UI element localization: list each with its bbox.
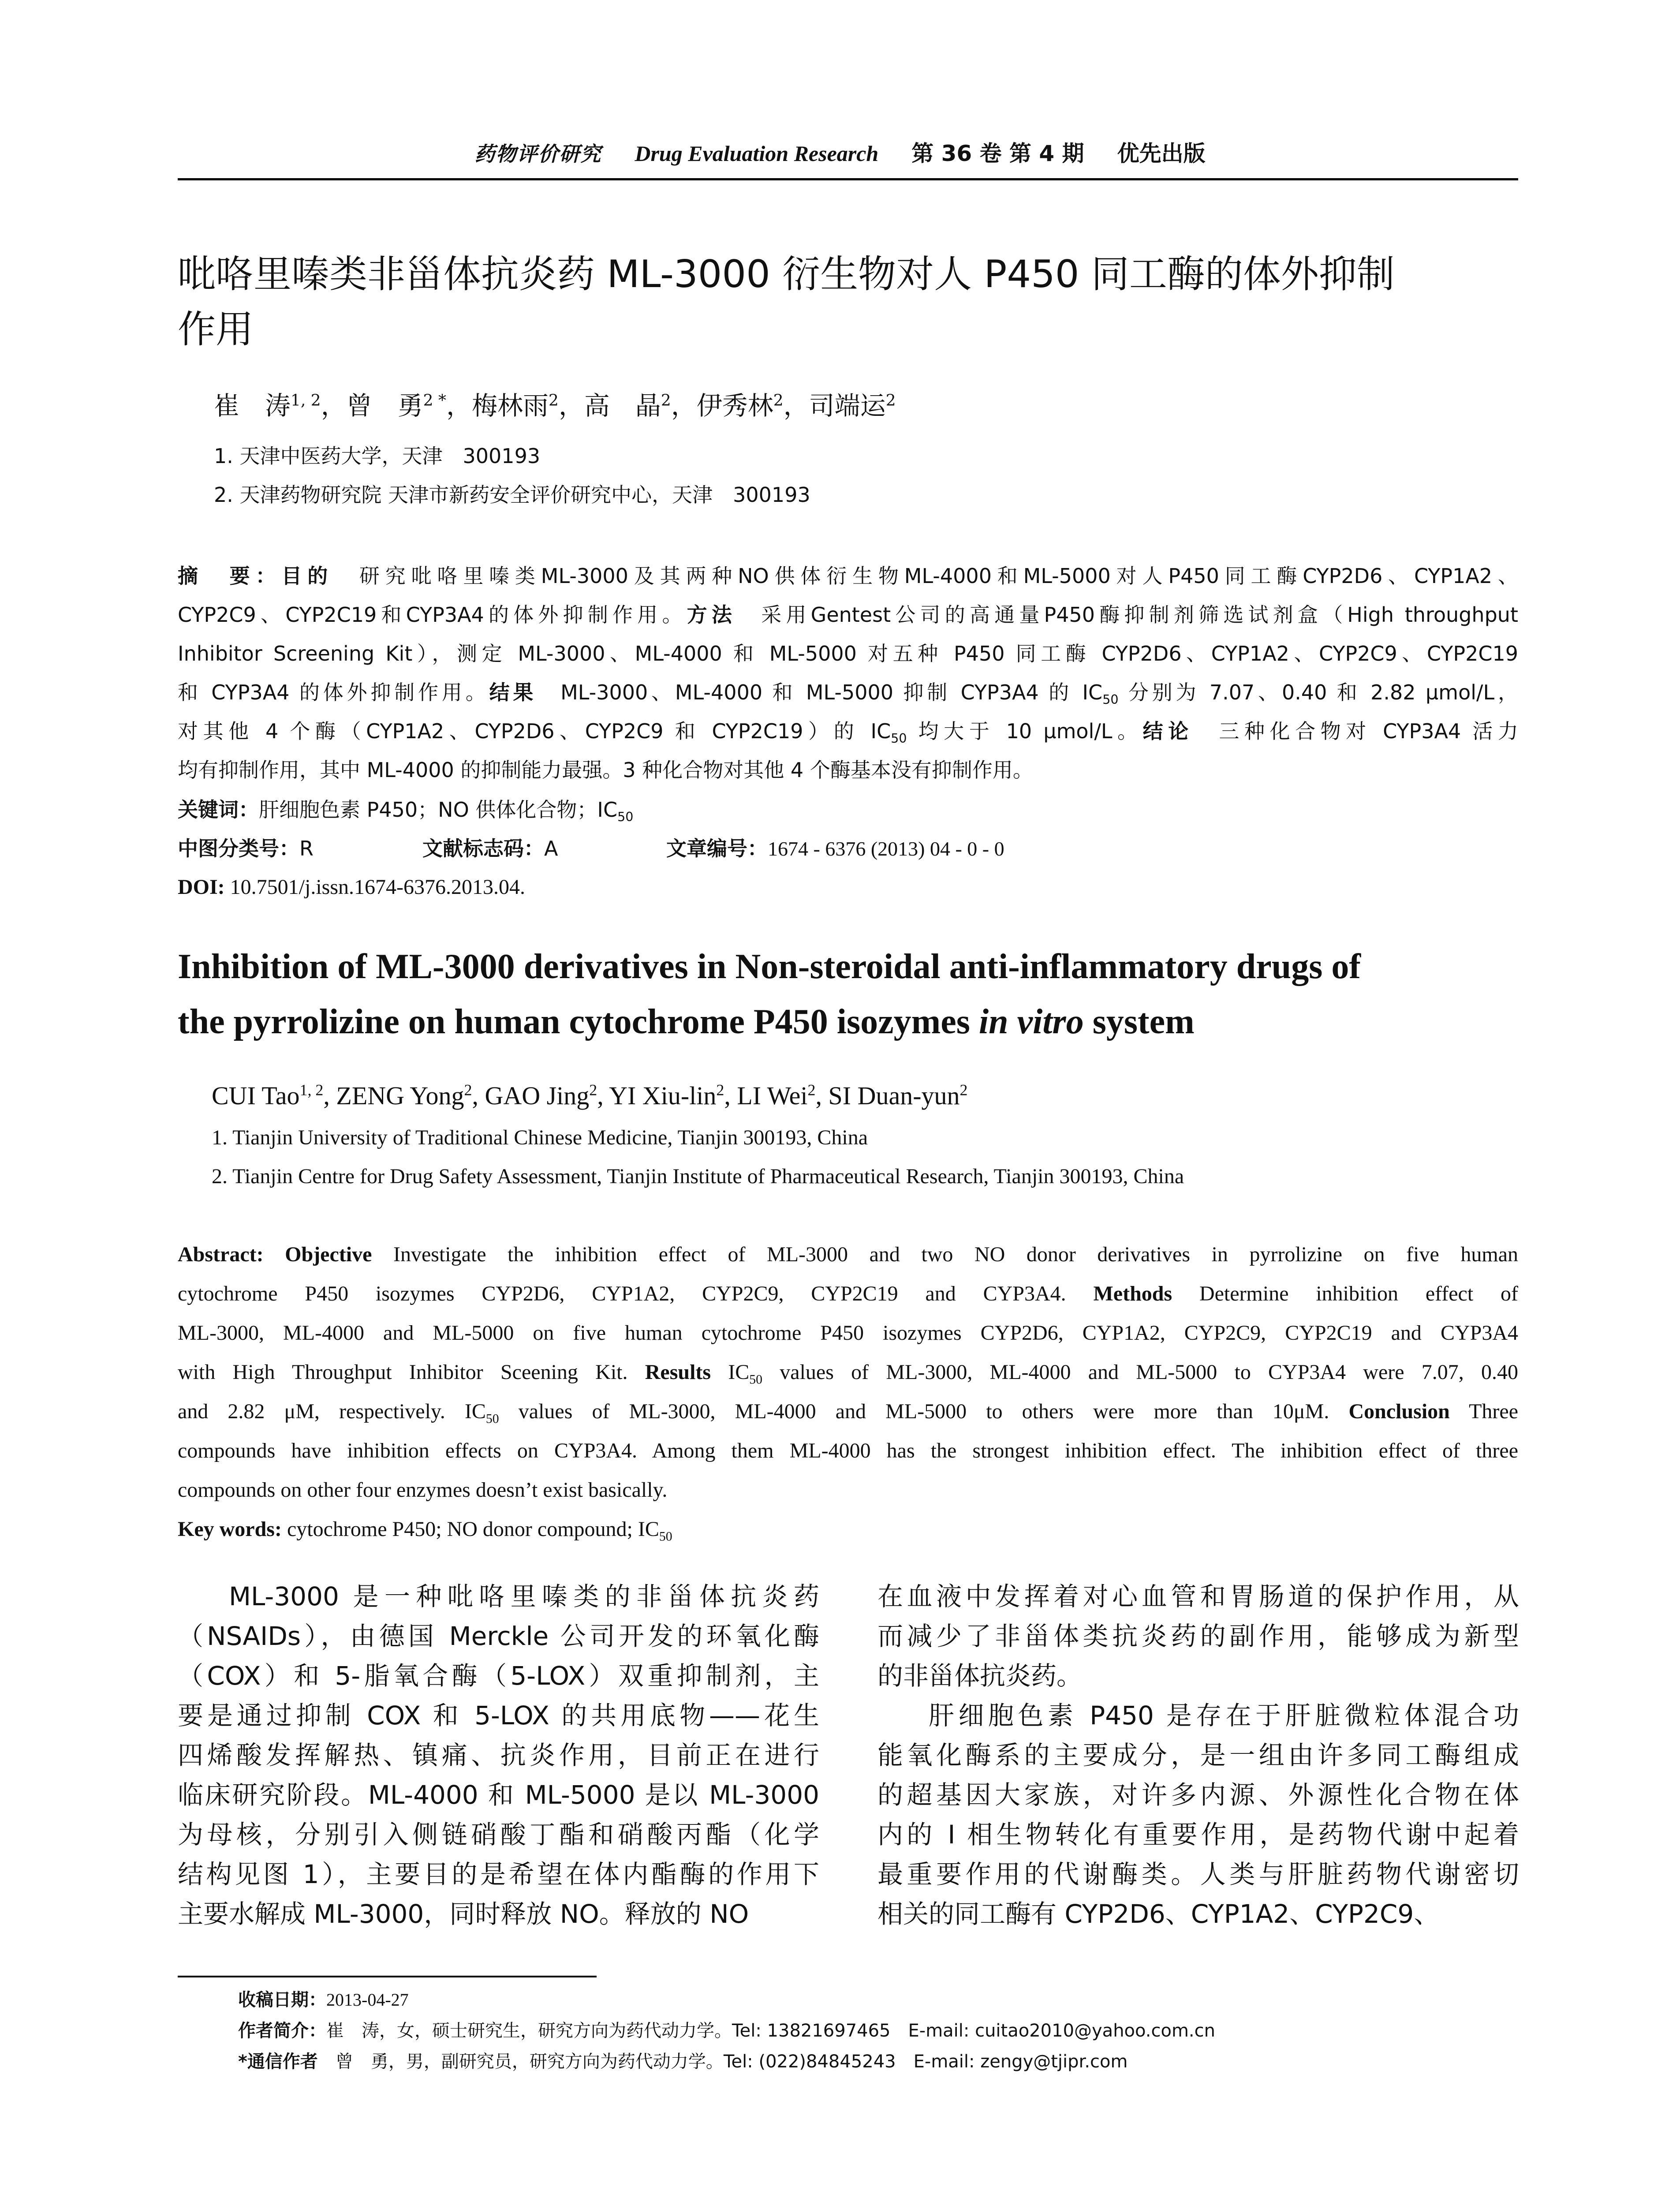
body-right-line: 的非甾体抗炎药。 (877, 1661, 1083, 1691)
doi (178, 868, 525, 907)
abstract-cn-line (178, 751, 1518, 789)
title-en-line1: Inhibition of ML-3000 derivatives in Non-steroidal anti-inflammatory drugs of (178, 947, 1361, 986)
abstract-en-line (178, 1392, 1518, 1431)
abstract-en-text: values of ML-3000, ML-4000 and ML-5000 to others were more than 10μM. (499, 1400, 1349, 1423)
cn-author-name: 伊秀林 (696, 391, 773, 421)
abstract-cn-line (178, 673, 1518, 712)
cn-author-name: 高 晶 (584, 391, 661, 421)
affiliation-cn-2: 2. 天津药物研究院 天津市新药安全评价研究中心，天津 300193 (214, 483, 810, 507)
title-cn-line2: 作用 (178, 307, 254, 351)
clc-value: R (299, 837, 314, 860)
body-right-line: 肝细胞色素 P450 是存在于肝脏微粒体混合功 (929, 1700, 1519, 1730)
abstract-cn-text: 均大于 10 μmol/L。 (907, 719, 1143, 743)
doi-label: DOI: (178, 875, 225, 899)
body-right-line: 最重要作用的代谢酶类。人类与肝脏药物代谢密切 (877, 1859, 1519, 1889)
body-left-line: 结构见图 1），主要目的是希望在体内酯酶的作用下 (178, 1859, 819, 1889)
footnote-author: 作者简介：崔 涛，女，硕士研究生，研究方向为药代动力学。Tel: 13821697465 E-mail: cuitao2010@yahoo.com.cn (238, 2021, 1215, 2041)
abstract-cn-text: 三种化合物对 CYP3A4 活力 (1193, 719, 1518, 743)
abstract-cn-section-label: 结论 (1142, 719, 1194, 743)
cn-author-sep: ， (558, 391, 584, 421)
authors-en (212, 1076, 968, 1116)
en-author-sup: 2 (589, 1081, 597, 1099)
running-header (0, 140, 1680, 168)
body-right-line: 能氧化酶系的主要成分，是一组由许多同工酶组成 (877, 1740, 1519, 1770)
cn-author-sep: ， (446, 391, 472, 421)
abstract-en-text: ML-3000, ML-4000 and ML-5000 on five human cytochrome P450 isozymes CYP2D6, CYP1A2, CYP2C9, CYP2C19 and CYP3A4 (178, 1321, 1518, 1345)
keywords-cn-label: 关键词： (178, 798, 259, 822)
affiliations-en (212, 1118, 1184, 1196)
cn-author-name: 曾 勇 (346, 391, 423, 421)
abstract-en (178, 1235, 1518, 1510)
body-right-line: 在血液中发挥着对心血管和胃肠道的保护作用，从 (877, 1581, 1519, 1611)
abstract-en-line (178, 1274, 1518, 1313)
abstract-cn-text: 对其他 4 个酶（CYP1A2、CYP2D6、CYP2C9 和 CYP2C19）的 IC (178, 719, 891, 743)
body-left-line: 为母核，分别引入侧链硝酸丁酯和硝酸丙酯（化学 (178, 1820, 819, 1850)
title-cn-line1: 吡咯里嗪类非甾体抗炎药 ML-3000 衍生物对人 P450 同工酶的体外抑制 (178, 252, 1395, 296)
article-no-label: 文章编号： (666, 837, 768, 860)
cn-author-sep: ， (783, 391, 809, 421)
en-author-sup: 1, 2 (299, 1081, 324, 1099)
title-en-italic: in vitro (978, 1002, 1084, 1041)
en-author-sup: 2 (807, 1081, 816, 1099)
abstract-en-text: compounds have inhibition effects on CYP3A4. Among them ML-4000 has the strongest inhibition effect. The inhibition effect of three (178, 1439, 1518, 1462)
abstract-en-section-label: Conclusion (1348, 1400, 1450, 1423)
doc-code-value: A (544, 837, 558, 860)
abstract-cn-text: 均有抑制作用，其中 ML-4000 的抑制能力最强。3 种化合物对其他 4 个酶基本没有抑制作用。 (178, 758, 1033, 782)
abstract-en-line (178, 1235, 1518, 1274)
body-left-line: （NSAIDs），由德国 Merckle 公司开发的环氧化酶 (178, 1621, 819, 1651)
priority-status: 优先出版 (1117, 141, 1206, 166)
abstract-cn-section-label: 方法 (687, 603, 737, 627)
issue-info: 第 36 卷 第 4 期 (911, 141, 1084, 166)
body-left-line: 主要水解成 ML-3000，同时释放 NO。释放的 NO (178, 1899, 749, 1929)
keywords-en-label: Key words: (178, 1517, 282, 1541)
cn-author-sup: 2 (661, 391, 671, 410)
body-column-right (877, 1577, 1519, 1934)
keywords-en-text: cytochrome P450; NO donor compound; IC (281, 1517, 659, 1541)
abstract-cn-line (178, 634, 1518, 673)
abstract-cn (178, 557, 1518, 789)
abstract-en-text: compounds on other four enzymes doesn’t exist basically. (178, 1478, 668, 1502)
abstract-en-subscript: 50 (485, 1411, 499, 1426)
abstract-en-text: Determine inhibition effect of (1172, 1282, 1518, 1305)
cn-author-name: 梅林雨 (471, 391, 549, 421)
footnote-received: 收稿日期：2013-04-27 (238, 1990, 409, 2010)
body-right-line: 而减少了非甾体类抗炎药的副作用，能够成为新型 (877, 1621, 1519, 1651)
abstract-en-line (178, 1431, 1518, 1470)
footnotes (238, 1984, 1215, 2077)
cn-author-sep: ， (321, 391, 347, 421)
body-right-line: 的超基因大家族，对许多内源、外源性化合物在体 (877, 1780, 1519, 1810)
en-author-name: YI Xiu-lin (609, 1081, 717, 1110)
cn-author-sep: ， (671, 391, 697, 421)
abstract-cn-section-label: 目的 (281, 564, 334, 588)
body-column-left (178, 1577, 819, 1934)
affiliation-en-2: 2. Tianjin Centre for Drug Safety Assessment, Tianjin Institute of Pharmaceutical Research, Tianjin 300193, China (212, 1165, 1184, 1188)
doi-value: 10.7501/j.issn.1674-6376.2013.04. (224, 875, 526, 899)
en-author-name: SI Duan-yun (828, 1081, 960, 1110)
title-en (178, 939, 1361, 1050)
abstract-en-text: values of ML-3000, ML-4000 and ML-5000 to CYP3A4 were 7.07, 0.40 (762, 1360, 1518, 1384)
cn-author-name: 崔 涛 (214, 391, 291, 421)
abstract-cn-section-label: 结果 (489, 680, 537, 704)
abstract-en-text: Investigate the inhibition effect of ML-3000 and two NO donor derivatives in pyrrolizine on five human (372, 1243, 1518, 1266)
abstract-cn-line (178, 557, 1518, 595)
abstract-cn-text: CYP2C9、CYP2C19和CYP3A4的体外抑制作用。 (178, 603, 687, 627)
journal-logo: 药物评价研究 (474, 143, 602, 165)
body-left-line: 四烯酸发挥解热、镇痛、抗炎作用，目前正在进行 (178, 1740, 819, 1770)
cn-author-sup: 2 * (423, 391, 446, 410)
footnote-corresponding: *通信作者 曾 勇，男，副研究员，研究方向为药代动力学。Tel: (022)84845243 E-mail: zengy@tjipr.com (238, 2052, 1128, 2072)
clc-label: 中图分类号： (178, 837, 299, 860)
en-author-sep: , (323, 1081, 336, 1110)
abstract-en-text: with High Throughput Inhibitor Sceening Kit. (178, 1360, 645, 1384)
body-left-line: 要是通过抑制 COX 和 5-LOX 的共用底物——花生 (178, 1700, 819, 1730)
en-author-name: CUI Tao (212, 1081, 300, 1110)
keywords-cn-sub: 50 (617, 810, 634, 825)
abstract-cn-text: 采用Gentest公司的高通量P450酶抑制剂筛选试剂盒（High throughput (736, 603, 1518, 627)
abstract-cn-subscript: 50 (1102, 692, 1119, 707)
en-author-sup: 2 (464, 1081, 472, 1099)
abstract-cn-text: 研究吡咯里嗪类ML-3000及其两种NO供体衍生物ML-4000和ML-5000对人P450同工酶CYP2D6、CYP1A2、 (333, 564, 1518, 588)
en-author-sep: , (472, 1081, 485, 1110)
en-author-name: GAO Jing (485, 1081, 590, 1110)
footnote-rule (178, 1976, 597, 1977)
abstract-cn-line (178, 595, 1518, 634)
title-cn (178, 247, 1527, 357)
abstract-cn-text: Inhibitor Screening Kit），测定 ML-3000、ML-4000 和 ML-5000 对五种 P450 同工酶 CYP2D6、CYP1A2、CYP2C9、CYP2C19 (178, 642, 1518, 665)
en-author-sep: , (597, 1081, 609, 1110)
en-author-name: ZENG Yong (336, 1081, 464, 1110)
affiliations-cn (214, 437, 810, 514)
keywords-en (178, 1510, 672, 1549)
body-right-line: 内的 I 相生物转化有重要作用，是药物代谢中起着 (877, 1820, 1519, 1850)
abstract-en-line (178, 1470, 1518, 1510)
abstract-en-section-label: Results (645, 1360, 711, 1384)
cn-author-sup: 2 (885, 391, 896, 410)
body-left-line: （COX）和 5-脂氧合酶（5-LOX）双重抑制剂，主 (178, 1661, 819, 1691)
abstract-cn-text: ML-3000、ML-4000 和 ML-5000 抑制 CYP3A4 的 IC (537, 680, 1103, 704)
abstract-en-subscript: 50 (749, 1372, 763, 1387)
abstract-cn-text: 分别为 7.07、0.40 和 2.82 μmol/L， (1118, 680, 1518, 704)
body-left-line: ML-3000 是一种吡咯里嗪类的非甾体抗炎药 (229, 1581, 819, 1611)
header-rule (178, 178, 1518, 180)
cn-author-name: 司端运 (809, 391, 886, 421)
abstract-cn-line (178, 712, 1518, 751)
cn-author-sup: 2 (773, 391, 784, 410)
keywords-cn (178, 790, 633, 829)
keywords-cn-text: 肝细胞色素 P450；NO 供体化合物；IC (259, 798, 618, 822)
abstract-en-line (178, 1313, 1518, 1353)
en-author-name: LI Wei (737, 1081, 808, 1110)
article-no-value: 1674 - 6376 (2013) 04 - 0 - 0 (768, 837, 1004, 860)
abstract-en-text: IC (711, 1360, 750, 1384)
abstract-en-text: Three (1449, 1400, 1518, 1423)
en-author-sup: 2 (716, 1081, 724, 1099)
abstract-cn-label: 摘 要： (178, 564, 282, 588)
journal-title-en: Drug Evaluation Research (635, 141, 879, 166)
cn-author-sup: 1, 2 (291, 391, 321, 410)
title-en-line2a: the pyrrolizine on human cytochrome P450 isozymes (178, 1002, 979, 1041)
en-author-sep: , (724, 1081, 737, 1110)
body-right-line: 相关的同工酶有 CYP2D6、CYP1A2、CYP2C9、 (877, 1899, 1440, 1929)
en-author-sup: 2 (959, 1081, 968, 1099)
keywords-en-sub: 50 (659, 1529, 672, 1544)
abstract-en-section-label: Methods (1093, 1282, 1172, 1305)
authors-cn (214, 388, 896, 423)
en-author-sep: , (815, 1081, 829, 1110)
body-left-line: 临床研究阶段。ML-4000 和 ML-5000 是以 ML-3000 (178, 1780, 819, 1810)
title-en-line2b: system (1083, 1002, 1195, 1041)
doc-code-label: 文献标志码： (422, 837, 544, 860)
cn-author-sup: 2 (548, 391, 559, 410)
affiliation-cn-1: 1. 天津中医药大学，天津 300193 (214, 444, 541, 468)
abstract-cn-subscript: 50 (891, 731, 907, 746)
abstract-en-section-label: Abstract: Objective (178, 1243, 372, 1266)
abstract-en-text: cytochrome P450 isozymes CYP2D6, CYP1A2, CYP2C9, CYP2C19 and CYP3A4. (178, 1282, 1094, 1305)
abstract-cn-text: 和 CYP3A4 的体外抑制作用。 (178, 680, 489, 704)
abstract-en-text: and 2.82 μM, respectively. IC (178, 1400, 486, 1423)
abstract-en-line (178, 1353, 1518, 1392)
affiliation-en-1: 1. Tianjin University of Traditional Chinese Medicine, Tianjin 300193, China (212, 1126, 868, 1149)
